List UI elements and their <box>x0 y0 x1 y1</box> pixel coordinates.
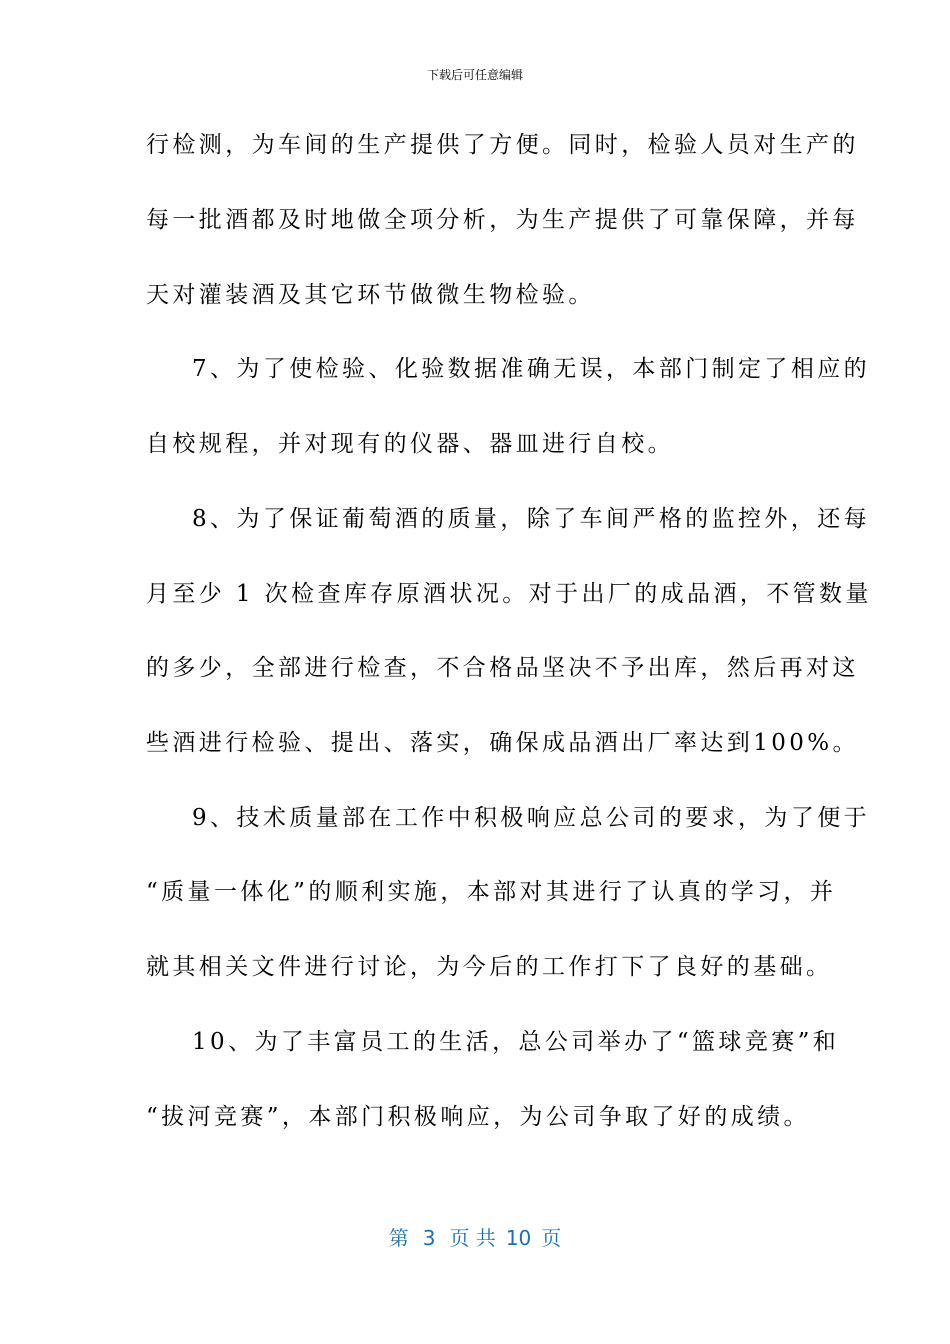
paragraph-line: 行检测，为车间的生产提供了方便。同时，检验人员对生产的 <box>146 132 859 158</box>
paragraph-line: “拔河竞赛”，本部门积极响应，为公司争取了好的成绩。 <box>146 1104 810 1130</box>
paragraph-line: “质量一体化”的顺利实施，本部对其进行了认真的学习，并 <box>146 879 837 905</box>
paragraph-line: 的多少，全部进行检查，不合格品坚决不予出库，然后再对这 <box>146 655 859 681</box>
page-middle-label: 页 共 <box>449 1226 496 1250</box>
paragraph-line: 9、技术质量部在工作中积极响应总公司的要求，为了便于 <box>192 805 871 831</box>
paragraph-line: 些酒进行检验、提出、落实，确保成品酒出厂率达到100%。 <box>146 730 859 756</box>
paragraph-line: 每一批酒都及时地做全项分析，为生产提供了可靠保障，并每 <box>146 207 859 233</box>
page-number-footer <box>0 1224 950 1252</box>
paragraph-line: 就其相关文件进行讨论，为今后的工作打下了良好的基础。 <box>146 954 833 980</box>
paragraph-line: 10、为了丰富员工的生活，总公司举办了“篮球竞赛”和 <box>192 1029 840 1055</box>
page-header: 下载后可任意编辑 <box>426 68 523 82</box>
page-prefix: 第 <box>388 1226 409 1250</box>
paragraph-line: 天对灌装酒及其它环节做微生物检验。 <box>146 282 595 308</box>
current-page-number: 3 <box>422 1226 436 1250</box>
paragraph-line: 8、为了保证葡萄酒的质量，除了车间严格的监控外，还每 <box>192 506 871 532</box>
total-page-count: 10 <box>505 1226 532 1250</box>
page-suffix: 页 <box>541 1226 562 1250</box>
paragraph-line: 月至少 1 次检查库存原酒状况。对于出厂的成品酒，不管数量 <box>146 581 872 607</box>
paragraph-line: 7、为了使检验、化验数据准确无误，本部门制定了相应的 <box>192 356 871 382</box>
paragraph-line: 自校规程，并对现有的仪器、器皿进行自校。 <box>146 431 674 457</box>
